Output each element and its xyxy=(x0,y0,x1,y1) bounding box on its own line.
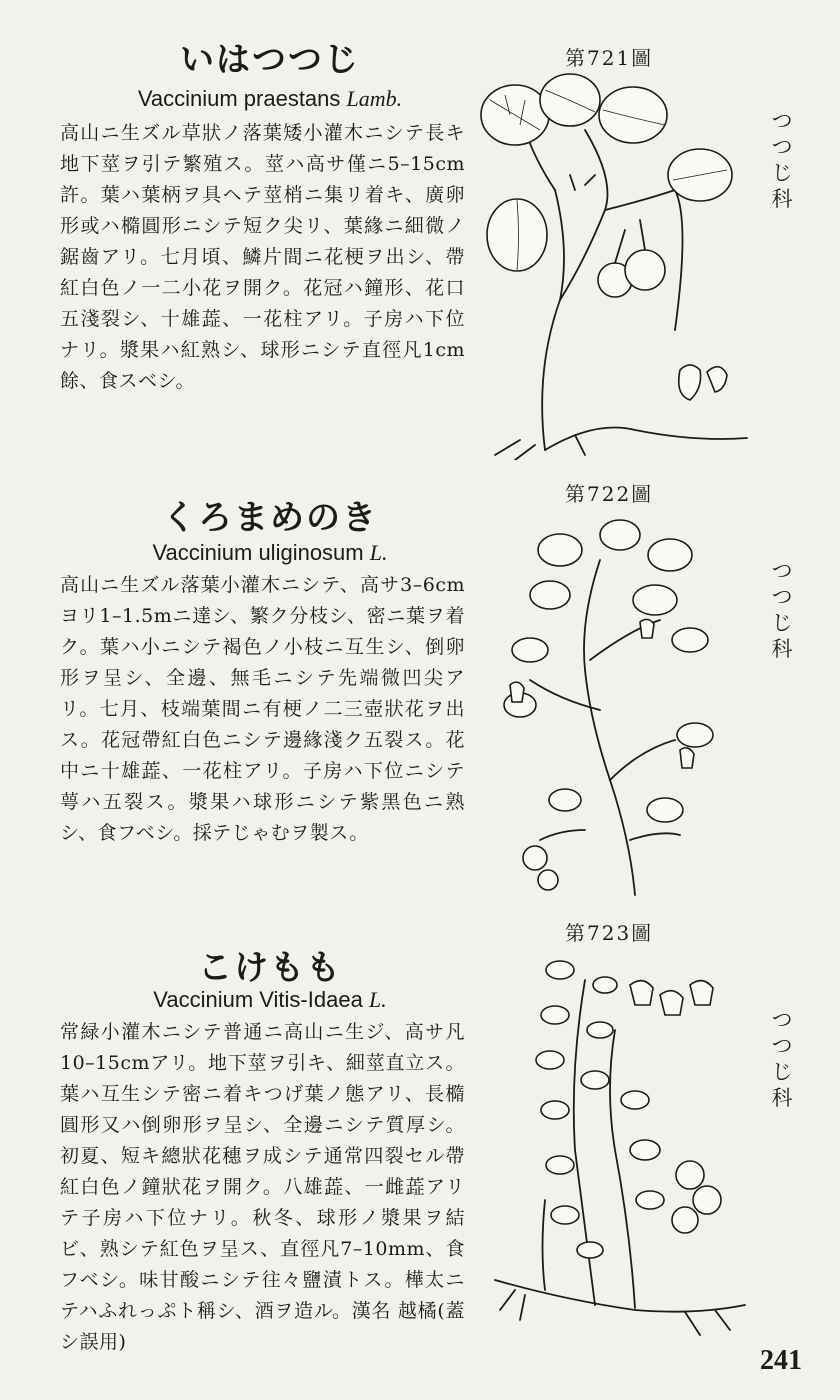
family-label: つつじ科 xyxy=(771,1008,793,1110)
author-abbrev: L. xyxy=(368,987,387,1012)
scientific-name xyxy=(60,987,480,1013)
family-label: つつじ科 xyxy=(771,109,793,211)
entry-kuromamenoki xyxy=(0,470,840,915)
scientific-name xyxy=(60,540,480,566)
plant-illustration xyxy=(475,70,755,460)
figure-label: 第721圖 xyxy=(565,46,654,70)
author-abbrev: L. xyxy=(369,540,388,565)
entry-description: 高山ニ生ズル落葉小灌木ニシテ、高サ3–6cm ヨリ1–1.5mニ達シ、繁ク分枝シ、密ニ葉ヲ着ク。葉ハ小ニシテ褐色ノ小枝ニ互生シ、倒卵形ヲ呈シ、全邊、無毛ニシテ先端微凹尖アリ。七月、枝端葉間ニ有梗ノ二三壺狀花ヲ出ス。花冠帶紅白色ニシテ邊緣淺ク五裂ス。花中ニ十雄蕋、一花柱アリ。子房ハ下位ニシテ萼ハ五裂ス。漿果ハ球形ニシテ紫黑色ニ熟シ、食フベシ。採テじゃむヲ製ス。 xyxy=(60,574,465,844)
genus-species: Vaccinium Vitis-Idaea xyxy=(153,987,363,1012)
entry-title: いはつつじ xyxy=(180,40,360,80)
page-number: 241 xyxy=(760,1345,802,1376)
entry-kokemomo xyxy=(0,915,840,1400)
entry-description: 高山ニ生ズル草狀ノ落葉矮小灌木ニシテ長キ地下莖ヲ引テ繁殖ス。莖ハ高サ僅ニ5–15cm許。葉ハ葉柄ヲ具ヘテ莖梢ニ集リ着キ、廣卵形或ハ橢圓形ニシテ短ク尖リ、葉緣ニ細微ノ鋸齒アリ。七月頃、鱗片間ニ花梗ヲ出シ、帶紅白色ノ一二小花ヲ開ク。花冠ハ鐘形、花口五淺裂シ、十雄蕋、一花柱アリ。子房ハ下位ナリ。漿果ハ紅熟シ、球形ニシテ直徑凡1cm餘、食スベシ。 xyxy=(60,122,465,392)
entry-description: 常緑小灌木ニシテ普通ニ高山ニ生ジ、高サ凡10–15cmアリ。地下莖ヲ引キ、細莖直立ス。葉ハ互生シテ密ニ着キつげ葉ノ態アリ、長橢圓形又ハ倒卵形ヲ呈シ、全邊ニシテ質厚シ。初夏、短キ總狀花穗ヲ成シテ通常四裂セル帶紅白色ノ鐘狀花ヲ開ク。八雄蕋、一雌蕋アリテ子房ハ下位ナリ。秋冬、球形ノ漿果ヲ結ビ、熟シテ紅色ヲ呈ス、直徑凡7–10mm、食フベシ。味甘酸ニシテ往々鹽漬トス。樺太ニテハふれっぷト稱シ、酒ヲ造ル。漢名 越橘(蓋シ誤用) xyxy=(60,1021,465,1353)
entry-title: くろまめのき xyxy=(162,498,378,538)
figure-label: 第722圖 xyxy=(565,482,654,506)
entry-title: こけもも xyxy=(198,948,342,988)
author-abbrev: Lamb. xyxy=(346,86,403,111)
figure-label: 第723圖 xyxy=(565,921,654,945)
entry-iwatsutsuji xyxy=(0,0,840,470)
genus-species: Vaccinium praestans xyxy=(137,86,341,111)
plant-illustration xyxy=(490,510,740,900)
family-label: つつじ科 xyxy=(771,559,793,661)
genus-species: Vaccinium uliginosum xyxy=(152,540,364,565)
scientific-name xyxy=(60,86,480,112)
plant-illustration xyxy=(485,950,750,1350)
